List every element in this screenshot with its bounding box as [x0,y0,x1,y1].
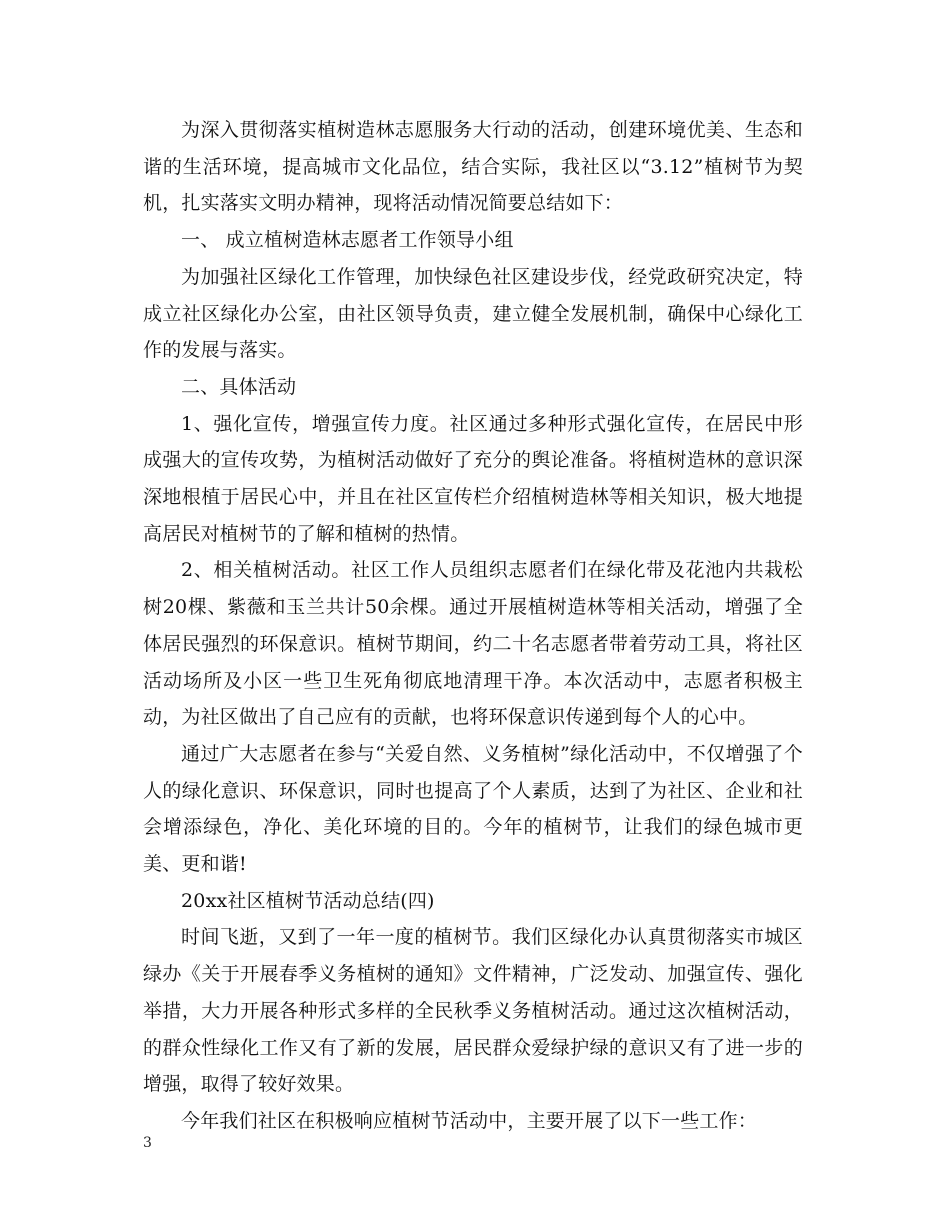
section-heading-activities: 二、具体活动 [181,375,297,398]
section-heading-leadership-group: 一、 成立植树造林志愿者工作领导小组 [181,229,514,252]
summary-title-four: 20xx社区植树节活动总结(四) [181,889,435,912]
arbor-day-paragraph: 时间飞逝，又到了一年一度的植树节。我们区绿化办认真贯彻落实市城区绿办《关于开展春季义务植树的通知》文件精神，广泛发动、加强宣传、强化举措，大力开展各种形式多样的全民秋季义务植树活动。通过这次植树活动，的群众性绿化工作又有了新的发展，居民群众爱绿护绿的意识又有了进一步的增强，取得了较好效果。 [143,926,803,1096]
leadership-paragraph: 为加强社区绿化工作管理，加快绿色社区建设步伐，经党政研究决定，特成立社区绿化办公室，由社区领导负责，建立健全发展机制，确保中心绿化工作的发展与落实。 [143,265,803,362]
planting-paragraph: 2、相关植树活动。社区工作人员组织志愿者们在绿化带及花池内共栽松树20棵、紫薇和玉兰共计50余棵。通过开展植树造林等相关活动，增强了全体居民强烈的环保意识。植树节期间，约二十名志愿者带着劳动工具，将社区活动场所及小区一些卫生死角彻底地清理干净。本次活动中，志愿者积极主动，为社区做出了自己应有的贡献，也将环保意识传递到每个人的心中。 [143,559,803,729]
intro-paragraph: 为深入贯彻落实植树造林志愿服务大行动的活动，创建环境优美、生态和谐的生活环境，提高城市文化品位，结合实际，我社区以“3.12”植树节为契机，扎实落实文明办精神，现将活动情况简要总结如下： [143,119,803,215]
volunteer-summary-paragraph: 通过广大志愿者在参与“关爱自然、义务植树”绿化活动中，不仅增强了个人的绿化意识、环保意识，同时也提高了个人素质，达到了为社区、企业和社会增添绿色，净化、美化环境的目的。今年的植树节，让我们的绿色城市更美、更和谐! [143,742,803,876]
document-body [143,112,803,1140]
publicity-paragraph: 1、强化宣传，增强宣传力度。社区通过多种形式强化宣传，在居民中形成强大的宣传攻势，为植树活动做好了充分的舆论准备。将植树造林的意识深深地根植于居民心中，并且在社区宣传栏介绍植树造林等相关知识，极大地提高居民对植树节的了解和植树的热情。 [143,412,803,545]
work-intro-paragraph: 今年我们社区在积极响应植树节活动中，主要开展了以下一些工作： [181,1109,758,1132]
page-number: 3 [143,1135,152,1151]
